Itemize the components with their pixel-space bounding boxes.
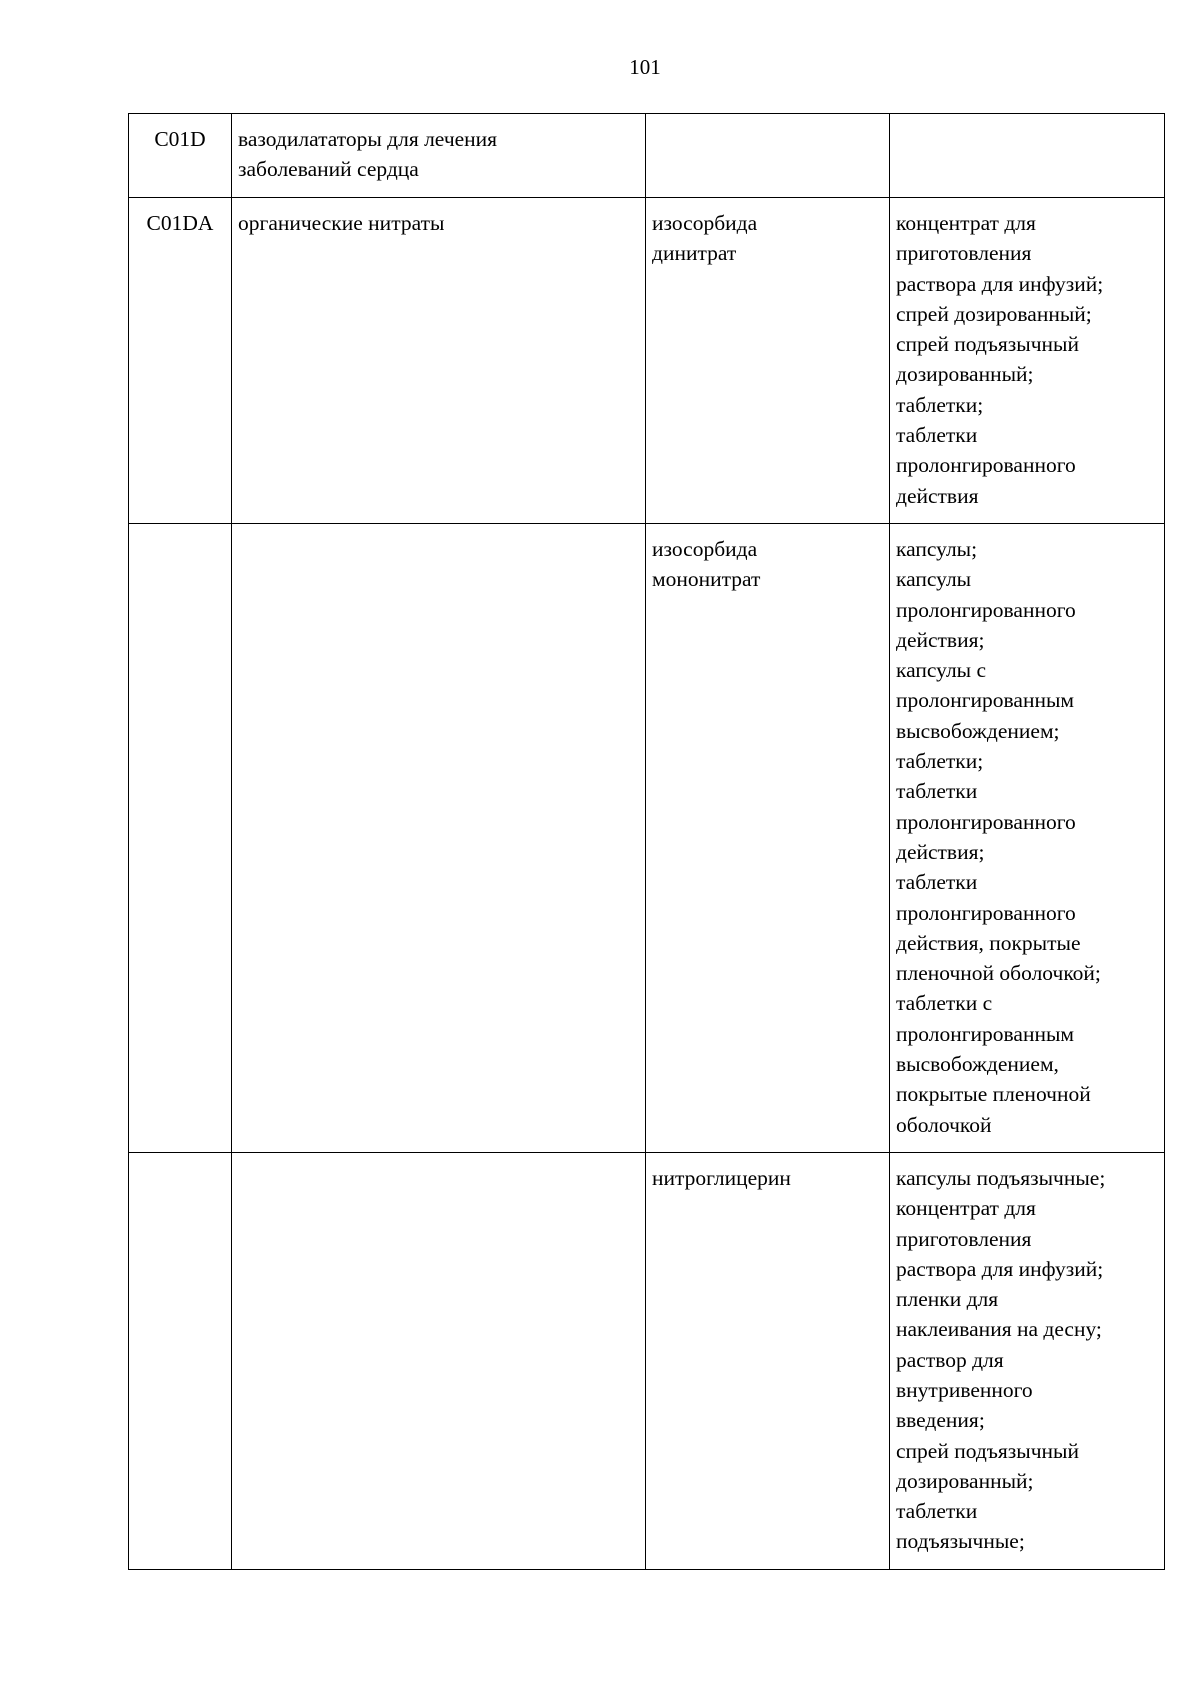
atc-code-cell: C01D — [129, 114, 232, 198]
dosage-forms-cell: концентрат для приготовления раствора для инфузий; спрей дозированный; спрей подъязычный дозированный; таблетки; таблетки пролонгированного действия — [890, 198, 1165, 524]
drug-classification-table — [128, 113, 1165, 1570]
table-row — [129, 1152, 1165, 1569]
anatomical-group-cell: органические нитраты — [232, 198, 646, 524]
atc-code-cell — [129, 523, 232, 1152]
table-row — [129, 523, 1165, 1152]
dosage-forms-cell: капсулы; капсулы пролонгированного действия; капсулы с пролонгированным высвобождением; таблетки; таблетки пролонгированного действия; таблетки пролонгированного действия, покрытые пленочной оболочкой; таблетки с пролонгированным высвобождением, покрытые пленочной оболочкой — [890, 523, 1165, 1152]
anatomical-group-cell — [232, 523, 646, 1152]
table-row — [129, 114, 1165, 198]
anatomical-group-cell — [232, 1152, 646, 1569]
atc-code-cell: C01DA — [129, 198, 232, 524]
table-row — [129, 198, 1165, 524]
dosage-forms-cell: капсулы подъязычные; концентрат для приготовления раствора для инфузий; пленки для наклеивания на десну; раствор для внутривенного введения; спрей подъязычный дозированный; таблетки подъязычные; — [890, 1152, 1165, 1569]
inn-cell: изосорбида мононитрат — [646, 523, 890, 1152]
dosage-forms-cell — [890, 114, 1165, 198]
inn-cell: нитроглицерин — [646, 1152, 890, 1569]
anatomical-group-cell: вазодилататоры для лечения заболеваний сердца — [232, 114, 646, 198]
atc-code-cell — [129, 1152, 232, 1569]
inn-cell: изосорбида динитрат — [646, 198, 890, 524]
inn-cell — [646, 114, 890, 198]
page-number: 101 — [629, 55, 661, 79]
